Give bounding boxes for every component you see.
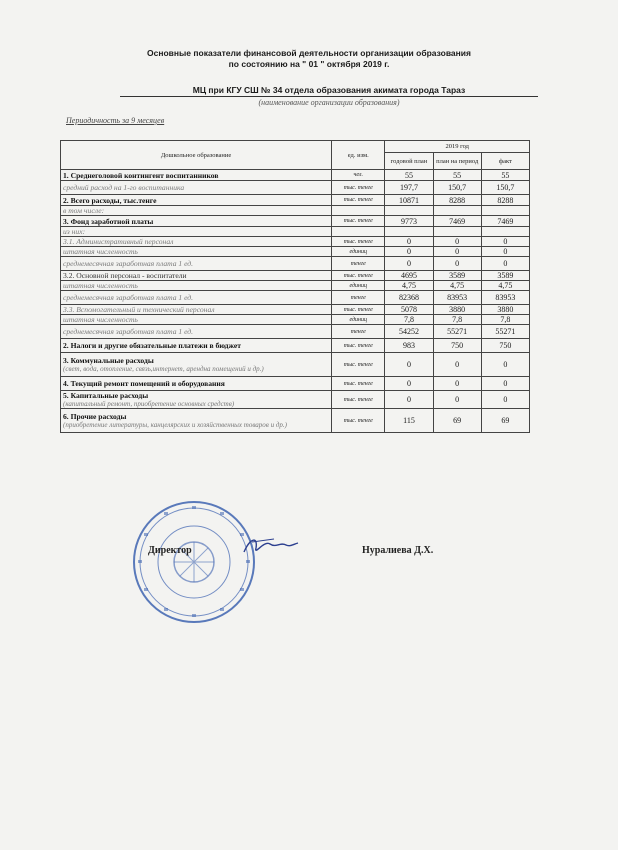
row-annual-plan: 7,8: [385, 315, 433, 325]
row-fact: 0: [481, 377, 529, 391]
row-name-cell: [61, 353, 332, 377]
row-name: штатная численность: [63, 247, 138, 256]
row-fact: 8288: [481, 195, 529, 206]
table-row: [61, 216, 530, 227]
row-unit: [332, 206, 385, 216]
header-annual-plan: годовой план: [385, 153, 433, 170]
row-annual-plan: 197,7: [385, 181, 433, 195]
row-name: из них:: [63, 227, 86, 236]
row-annual-plan: 0: [385, 247, 433, 257]
row-name-cell: [61, 257, 332, 271]
row-name: 3. Фонд заработной платы: [63, 216, 154, 226]
row-fact: 83953: [481, 291, 529, 305]
row-name-cell: [61, 325, 332, 339]
row-period-plan: 0: [433, 237, 481, 247]
director-signature: [240, 530, 300, 560]
row-unit: [332, 227, 385, 237]
row-fact: 0: [481, 391, 529, 409]
row-period-plan: [433, 206, 481, 216]
period-label: Периодичность за 9 месяцев: [66, 116, 165, 125]
row-fact: 4,75: [481, 281, 529, 291]
row-fact: 3589: [481, 271, 529, 281]
row-annual-plan: 54252: [385, 325, 433, 339]
table-row: [61, 227, 530, 237]
table-row: [61, 353, 530, 377]
row-subtitle: (приобретение литературы, канцелярских и хозяйственных товаров и др.): [63, 421, 287, 429]
row-annual-plan: 0: [385, 237, 433, 247]
row-subtitle: (свет, вода, отопление, связь,интернет, арендна помещений и др.): [63, 365, 264, 373]
row-annual-plan: 82368: [385, 291, 433, 305]
row-fact: 7469: [481, 216, 529, 227]
row-name-cell: [61, 291, 332, 305]
row-name: 2. Налоги и другие обязательные платежи в бюджет: [63, 341, 242, 350]
row-fact: [481, 206, 529, 216]
header-fact: факт: [481, 153, 529, 170]
row-period-plan: 0: [433, 257, 481, 271]
financial-table: [60, 140, 530, 433]
row-name-cell: [61, 339, 332, 353]
table-row: [61, 315, 530, 325]
row-unit: тыс. тенге: [332, 409, 385, 433]
row-name-cell: [61, 170, 332, 181]
row-name: 3.1. Административный персонал: [63, 237, 174, 246]
header-period-plan: план на период: [433, 153, 481, 170]
row-unit: тыс. тенге: [332, 181, 385, 195]
row-name-cell: [61, 315, 332, 325]
row-name: среднемесячная заработная плата 1 ед.: [63, 259, 194, 268]
row-fact: 0: [481, 247, 529, 257]
row-period-plan: 0: [433, 353, 481, 377]
director-label: Директор: [148, 545, 192, 556]
row-unit: тыс. тенге: [332, 339, 385, 353]
row-name: 3.3. Вспомогательный и технический персонал: [63, 305, 215, 314]
row-annual-plan: 983: [385, 339, 433, 353]
row-unit: тыс. тенге: [332, 195, 385, 206]
row-fact: 55271: [481, 325, 529, 339]
row-annual-plan: 9773: [385, 216, 433, 227]
row-name: штатная численность: [63, 315, 138, 324]
row-period-plan: 83953: [433, 291, 481, 305]
document-date-line: по состоянию на " 01 " октября 2019 г.: [228, 59, 390, 69]
row-name-cell: [61, 391, 332, 409]
row-period-plan: 55: [433, 170, 481, 181]
row-unit: тыс. тенге: [332, 237, 385, 247]
row-name-cell: [61, 237, 332, 247]
row-annual-plan: 5078: [385, 305, 433, 315]
table-row: [61, 206, 530, 216]
row-unit: тенге: [332, 291, 385, 305]
table-body: [61, 170, 530, 433]
row-name-cell: [61, 206, 332, 216]
table-row: [61, 271, 530, 281]
official-stamp: [130, 498, 258, 626]
row-period-plan: 150,7: [433, 181, 481, 195]
row-fact: 150,7: [481, 181, 529, 195]
row-unit: тенге: [332, 325, 385, 339]
row-unit: тыс. тенге: [332, 353, 385, 377]
table-row: [61, 339, 530, 353]
row-unit: единиц: [332, 315, 385, 325]
row-fact: 55: [481, 170, 529, 181]
row-name: среднемесячная заработная плата 1 ед.: [63, 293, 194, 302]
row-unit: тыс. тенге: [332, 377, 385, 391]
row-unit: тенге: [332, 257, 385, 271]
row-fact: 7,8: [481, 315, 529, 325]
header-unit: ед. изм.: [332, 141, 385, 170]
table-row: [61, 409, 530, 433]
table-row: [61, 195, 530, 206]
row-annual-plan: 4695: [385, 271, 433, 281]
row-fact: 750: [481, 339, 529, 353]
row-period-plan: 55271: [433, 325, 481, 339]
row-name-cell: [61, 377, 332, 391]
row-unit: тыс. тенге: [332, 305, 385, 315]
row-name-cell: [61, 247, 332, 257]
row-fact: 0: [481, 257, 529, 271]
row-annual-plan: 115: [385, 409, 433, 433]
row-name-cell: [61, 227, 332, 237]
row-name-cell: [61, 409, 332, 433]
table-row: [61, 391, 530, 409]
table-row: [61, 281, 530, 291]
table-row: [61, 181, 530, 195]
row-name-cell: [61, 181, 332, 195]
document-title: Основные показатели финансовой деятельности организации образования: [147, 48, 471, 58]
table-row: [61, 305, 530, 315]
row-name: 3. Коммунальные расходы: [63, 356, 154, 365]
row-subtitle: (капитальный ремонт, приобретение основных средств): [63, 400, 235, 408]
row-unit: единиц: [332, 247, 385, 257]
row-unit: чел.: [332, 170, 385, 181]
row-name-cell: [61, 195, 332, 206]
row-name: штатная численность: [63, 281, 138, 290]
row-annual-plan: 0: [385, 377, 433, 391]
row-unit: тыс. тенге: [332, 391, 385, 409]
header-year: 2019 год: [385, 141, 530, 153]
table-row: [61, 170, 530, 181]
row-period-plan: 8288: [433, 195, 481, 206]
row-period-plan: 0: [433, 247, 481, 257]
row-unit: единиц: [332, 281, 385, 291]
row-period-plan: 0: [433, 377, 481, 391]
table-row: [61, 247, 530, 257]
row-period-plan: 4,75: [433, 281, 481, 291]
row-period-plan: 0: [433, 391, 481, 409]
row-name: 3.2. Основной персонал - воспитатели: [63, 271, 187, 280]
row-fact: 0: [481, 353, 529, 377]
row-name: 1. Среднеголовой контингент воспитанников: [63, 170, 219, 180]
table-row: [61, 291, 530, 305]
row-name: 4. Текущий ремонт помещений и оборудования: [63, 379, 225, 388]
row-name-cell: [61, 271, 332, 281]
table-row: [61, 377, 530, 391]
row-unit: тыс. тенге: [332, 271, 385, 281]
row-period-plan: 3589: [433, 271, 481, 281]
header-name: Дошкольное образование: [61, 141, 332, 170]
row-name-cell: [61, 216, 332, 227]
row-fact: [481, 227, 529, 237]
row-period-plan: 750: [433, 339, 481, 353]
row-name: среднемесячная заработная плата 1 ед.: [63, 327, 194, 336]
signer-name: Нуралиева Д.Х.: [362, 545, 434, 556]
row-name-cell: [61, 281, 332, 291]
row-annual-plan: 55: [385, 170, 433, 181]
row-annual-plan: 4,75: [385, 281, 433, 291]
row-annual-plan: 10871: [385, 195, 433, 206]
row-name-cell: [61, 305, 332, 315]
table-row: [61, 237, 530, 247]
row-name: 2. Всего расходы, тыс.тенге: [63, 195, 157, 205]
row-name: 5. Капитальные расходы: [63, 391, 149, 400]
row-period-plan: [433, 227, 481, 237]
row-fact: 69: [481, 409, 529, 433]
row-annual-plan: [385, 227, 433, 237]
row-period-plan: 69: [433, 409, 481, 433]
row-name: в том числе:: [63, 206, 105, 215]
row-period-plan: 7469: [433, 216, 481, 227]
row-period-plan: 7,8: [433, 315, 481, 325]
row-unit: тыс. тенге: [332, 216, 385, 227]
table-row: [61, 325, 530, 339]
row-fact: 0: [481, 237, 529, 247]
row-name: 6. Прочие расходы: [63, 412, 127, 421]
row-annual-plan: [385, 206, 433, 216]
row-period-plan: 3880: [433, 305, 481, 315]
row-name: средний расход на 1-го воспитанника: [63, 183, 185, 192]
row-fact: 3880: [481, 305, 529, 315]
organization-name: МЦ при КГУ СШ № 34 отдела образования акимата города Тараз: [120, 85, 538, 97]
row-annual-plan: 0: [385, 257, 433, 271]
organization-caption: (наименование организации образования): [258, 98, 400, 107]
row-annual-plan: 0: [385, 391, 433, 409]
table-row: [61, 257, 530, 271]
row-annual-plan: 0: [385, 353, 433, 377]
